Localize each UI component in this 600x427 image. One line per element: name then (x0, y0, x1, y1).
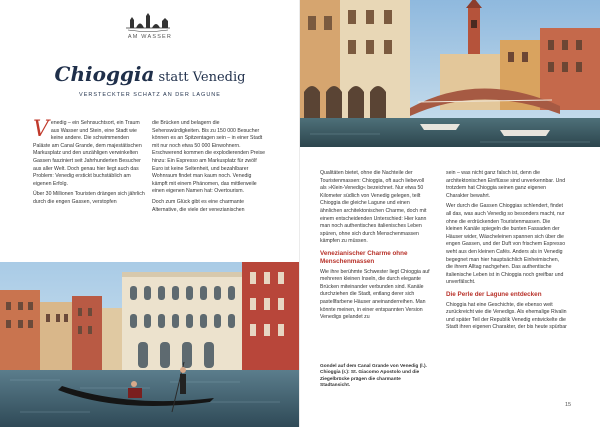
text-column-3 (320, 170, 432, 325)
title-script: Chioggia (54, 62, 155, 86)
photo-chioggia-canal (300, 0, 600, 147)
subheading: Die Perle der Lagune entdecken (446, 290, 542, 298)
right-page (300, 0, 600, 427)
text-column-4 (446, 170, 567, 335)
photo-grand-canal-gondola (0, 262, 300, 427)
paragraph: Qualitäten bietet, ohne die Nachteile der Touristenmassen: Chioggia, oft auch liebevoll als »Klein-Venedig« bezeichnet. Nur etwa 50 Kilometer südlich von Venedig gelegen, teilt Chioggia die gleiche Lagune und einen ähnlichen architektonischen Charme, doch mit einem entscheidenden Unterschied: Hier kann man noch authentisches italienisches Leben spüren, ohne sich durch Menschenmassen kämpfen zu müssen. (320, 170, 427, 245)
venice-skyline-icon (122, 8, 174, 32)
subheading: Venezianischer Charme ohne Menschenmassen (320, 249, 408, 265)
text-column-2 (152, 120, 267, 217)
paragraph: sein – was nicht ganz falsch ist, denn die architektonischen Einflüsse sind unverkennbar. Und trotzdem hat Chioggia seinen ganz eigenen Charakter bewahrt. (446, 170, 566, 199)
title-rest: statt Venedig (158, 70, 246, 85)
section-label: AM WASSER (127, 34, 173, 40)
page-subtitle: VERSTECKTER SCHATZ AN DER LAGUNE (79, 92, 221, 98)
page-title (0, 62, 300, 86)
paragraph: Über 30 Millionen Touristen drängen sich jährlich durch die engen Gassen, verstopfen (33, 191, 145, 205)
photo-caption: Gondel auf dem Canal Grande von Venedig (l.). Chioggia (r.): St. Giacomo Apostolo und die Ziegelbrücke prägen die charmante Stadtansicht. (320, 364, 427, 389)
drop-cap: V (33, 117, 49, 142)
paragraph: Doch zum Glück gibt es eine charmante Alternative, die viele der venezianischen (152, 198, 245, 213)
page-number: 15 (565, 402, 572, 408)
paragraph: enedig – ein Sehnsuchtsort, ein Traum aus Wasser und Stein, eine Stadt wie keine andere. Die schwimmenden Paläste am Canal Grande, dem majestätischen Markusplatz und den unzähligen verwinkelten Gassen fasziniert seit Jahrhunderten Besucher aus aller Welt. Doch genau hier liegt auch das Problem: Venedig erstickt buchstäblich am eigenen Erfolg. (33, 120, 142, 187)
paragraph: Wer durch die Gassen Chioggias schlendert, findet all das, was auch Venedig so besonders macht, nur ohne die erdrückenden Touristenmassen. Die kleinen Kanäle spiegeln die bunten Fassaden der Häuser wider, Wäscheleinen spannen sich über die engen Gassen, und der Duft von frischem Espresso weht aus den kleinen Cafés. Anders als in Venedig begegnet man hier hauptsächlich Einheimischen, die ihrem Alltag nachgehen. Das authentische italienische Leben ist in Chioggia noch greifbar und unverfälscht. (446, 203, 566, 286)
paragraph: Chioggia hat eine Geschichte, die ebenso weit zurückreicht wie die Venedigs. Als ehemalige Rivalin und später Teil der Republik Venedig entwickelte die Stadt ihren eigenen Charakter, der bis heute spürbar (446, 301, 567, 331)
text-column-1 (33, 117, 146, 210)
paragraph: Wie ihre berühmte Schwester liegt Chioggia auf mehreren kleinen Inseln, die durch elegante Brücken miteinander verbunden sind. Kanäle durchziehen die Stadt, entlang derer sich pastellfarbene Häuser aneinanderreihen. Man könnte meinen, in einer entspannten Version Venedigs gelandet zu (320, 268, 430, 321)
paragraph: die Brücken und belagern die Sehenswürdigkeiten. Bis zu 150 000 Besucher können es an Spitzentagen sein – in einer Stadt mit nur noch etwa 50 000 Einwohnern. Erschwerend kommen die explodierenden Preise hinzu: Ein Espresso am Markusplatz für zwölf Euro ist keine Seltenheit, und bezahlbarer Wohnraum findet man kaum noch. Venedig kämpft mit einem Phänomen, das mittlerweile einen eigenen Namen hat: Overtourism. (152, 120, 266, 195)
